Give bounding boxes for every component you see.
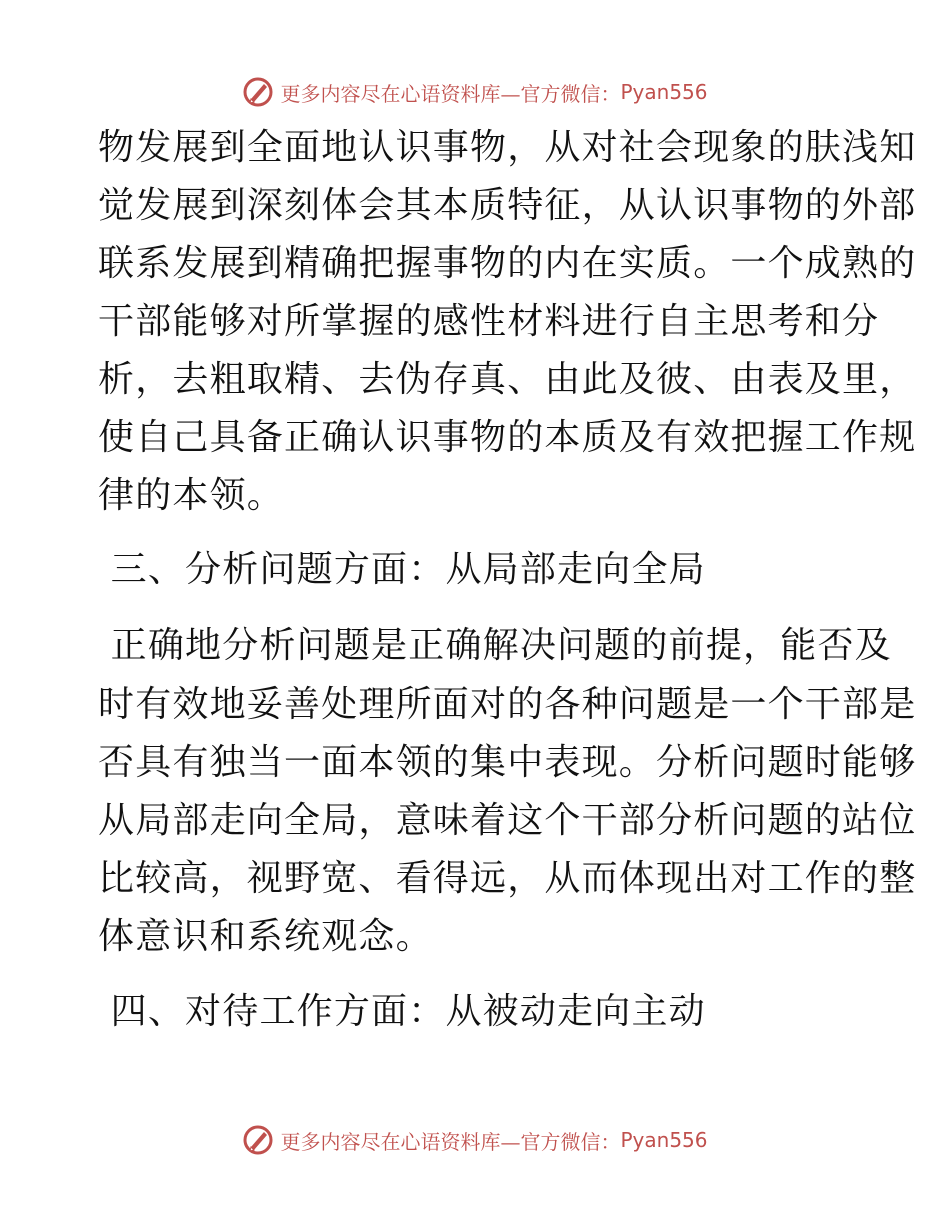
header-watermark [0,72,950,112]
body-line: 使自己具备正确认识事物的本质及有效把握工作规 [98,417,917,458]
body-line: 析，去粗取精、去伪存真、由此及彼、由表及里， [98,359,917,400]
body-line: 觉发展到深刻体会其本质特征，从认识事物的外部 [98,185,917,226]
section-heading: 三、分析问题方面：从局部走向全局 [98,549,706,590]
body-line: 正确地分析问题是正确解决问题的前提，能否及 [98,625,892,666]
pen-seal-icon [242,76,274,108]
watermark-text: 更多内容尽在心语资料库—官方微信： [280,1129,621,1154]
body-line: 干部能够对所掌握的感性材料进行自主思考和分 [98,301,880,342]
body-line: 律的本领。 [98,475,285,516]
body-line: 比较高，视野宽、看得远，从而体现出对工作的整 [98,858,917,899]
body-line: 物发展到全面地认识事物，从对社会现象的肤浅知 [98,127,917,168]
body-line: 从局部走向全局，意味着这个干部分析问题的站位 [98,800,917,841]
body-line: 时有效地妥善处理所面对的各种问题是一个干部是 [98,684,917,725]
pen-seal-icon [242,1124,274,1156]
body-line: 联系发展到精确把握事物的内在实质。一个成熟的 [98,243,917,284]
watermark-contact: Pyan556 [620,80,708,104]
watermark-text: 更多内容尽在心语资料库—官方微信： [280,81,621,106]
watermark-contact: Pyan556 [620,1128,708,1152]
section-heading: 四、对待工作方面：从被动走向主动 [98,991,706,1032]
footer-watermark [0,1120,950,1160]
body-line: 体意识和系统观念。 [98,916,433,957]
body-line: 否具有独当一面本领的集中表现。分析问题时能够 [98,742,917,783]
